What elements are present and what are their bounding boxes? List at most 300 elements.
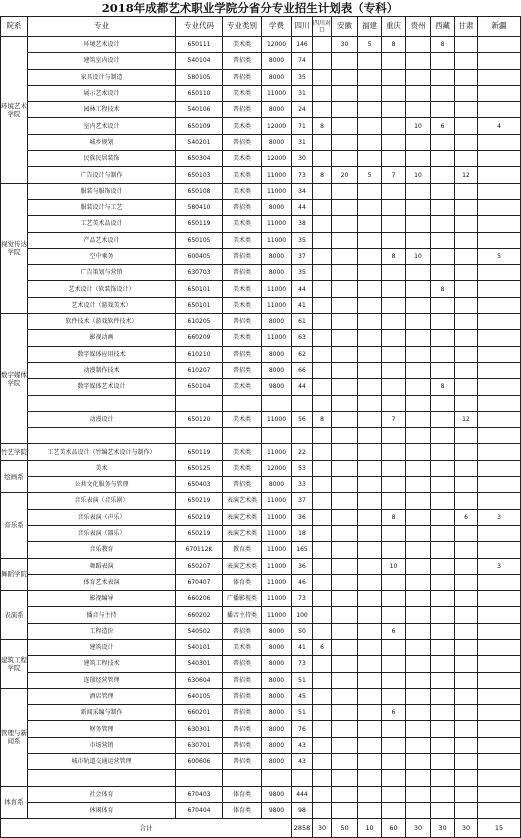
cell: 11000 (262, 330, 292, 346)
cell (431, 639, 455, 655)
cell (332, 265, 358, 281)
cell (332, 460, 358, 476)
cell (313, 574, 332, 590)
table-row (1, 134, 521, 150)
table-row (1, 248, 521, 264)
cell: 表演艺术类 (223, 509, 262, 525)
cell (455, 493, 478, 509)
cell (313, 102, 332, 118)
cell: 630701 (176, 737, 223, 753)
cell: 580410 (176, 199, 223, 215)
cell (406, 591, 431, 607)
cell: 12000 (262, 37, 292, 53)
table-row (1, 297, 521, 313)
enrollment-plan-table (0, 16, 521, 838)
cell: 650110 (176, 85, 223, 101)
cell (332, 721, 358, 737)
cell: 650207 (176, 558, 223, 574)
cell (332, 639, 358, 655)
cell: 城乡规划 (28, 134, 176, 150)
cell (332, 53, 358, 69)
cell (478, 134, 521, 150)
header-fujian: 福建 (358, 17, 382, 37)
cell: 63 (292, 330, 313, 346)
cell (358, 770, 382, 786)
cell: 650219 (176, 525, 223, 541)
cell: 家具设计与制造 (28, 69, 176, 85)
cell: 民族民居装饰 (28, 151, 176, 167)
cell (382, 688, 406, 704)
cell (332, 118, 358, 134)
cell: 室内艺术设计 (28, 118, 176, 134)
cell (455, 395, 478, 411)
cell: 8000 (262, 134, 292, 150)
cell (358, 330, 382, 346)
cell: 650103 (176, 167, 223, 183)
cell: 650304 (176, 151, 223, 167)
cell (358, 509, 382, 525)
cell (332, 183, 358, 199)
cell: 11000 (262, 509, 292, 525)
cell: 体育类 (223, 786, 262, 802)
cell: 11000 (262, 493, 292, 509)
cell: 35 (292, 69, 313, 85)
cell: 音乐表演（声乐） (28, 509, 176, 525)
cell (332, 379, 358, 395)
cell (332, 297, 358, 313)
cell: 美术类 (223, 232, 262, 248)
cell (358, 607, 382, 623)
cell (478, 672, 521, 688)
cell: 普招类 (223, 705, 262, 721)
cell: 软件技术（游戏软件技术） (28, 314, 176, 330)
cell (478, 542, 521, 558)
cell: 美术类 (223, 281, 262, 297)
cell (223, 428, 262, 444)
cell (313, 558, 332, 574)
cell (455, 672, 478, 688)
cell: 44 (292, 281, 313, 297)
cell (455, 118, 478, 134)
cell (478, 53, 521, 69)
cell: 5 (358, 37, 382, 53)
cell: 普招类 (223, 672, 262, 688)
cell: 6 (455, 509, 478, 525)
cell (478, 444, 521, 460)
cell (431, 525, 455, 541)
cell: 11000 (262, 232, 292, 248)
cell (332, 656, 358, 672)
cell: 普招类 (223, 53, 262, 69)
cell (455, 362, 478, 378)
cell: 建筑工程技术 (28, 656, 176, 672)
cell (406, 656, 431, 672)
cell: 11000 (262, 167, 292, 183)
cell (382, 542, 406, 558)
cell: 11000 (262, 281, 292, 297)
cell: 41 (292, 297, 313, 313)
cell (358, 53, 382, 69)
cell (313, 460, 332, 476)
cell: 影视编导 (28, 591, 176, 607)
cell: 美术类 (223, 151, 262, 167)
cell (406, 216, 431, 232)
cell (478, 362, 521, 378)
cell (358, 493, 382, 509)
cell (455, 607, 478, 623)
cell (332, 574, 358, 590)
cell: 580105 (176, 69, 223, 85)
cell (431, 248, 455, 264)
cell: 8000 (262, 265, 292, 281)
cell: 建筑室内设计 (28, 53, 176, 69)
cell (406, 411, 431, 427)
cell (358, 69, 382, 85)
table-row (1, 656, 521, 672)
cell (332, 542, 358, 558)
cell (358, 151, 382, 167)
cell (313, 265, 332, 281)
cell: 41 (292, 639, 313, 655)
cell: 12000 (262, 151, 292, 167)
cell (431, 542, 455, 558)
cell (431, 216, 455, 232)
cell (313, 183, 332, 199)
cell: 表演艺术类 (223, 525, 262, 541)
cell: 610205 (176, 314, 223, 330)
cell: 9800 (262, 786, 292, 802)
cell: 美术类 (223, 379, 262, 395)
cell (313, 428, 332, 444)
cell (332, 623, 358, 639)
cell (358, 379, 382, 395)
cell: 66 (292, 362, 313, 378)
cell: 11000 (262, 216, 292, 232)
cell: 8000 (262, 248, 292, 264)
cell (313, 362, 332, 378)
cell: 教育类 (223, 542, 262, 558)
cell (332, 607, 358, 623)
cell (406, 770, 431, 786)
cell: 46 (292, 574, 313, 590)
cell (431, 346, 455, 362)
cell (358, 134, 382, 150)
cell (332, 428, 358, 444)
cell (313, 330, 332, 346)
header-sichuan: 四川 (292, 17, 313, 37)
cell: 18 (292, 525, 313, 541)
cell: 34 (292, 183, 313, 199)
cell: 71 (292, 118, 313, 134)
cell: 产品艺术设计 (28, 232, 176, 248)
cell (455, 216, 478, 232)
cell (455, 558, 478, 574)
cell (431, 574, 455, 590)
cell: 61 (292, 314, 313, 330)
cell (478, 314, 521, 330)
table-row (1, 770, 521, 786)
cell (478, 428, 521, 444)
cell: 6 (382, 623, 406, 639)
cell (478, 705, 521, 721)
cell: 普招类 (223, 623, 262, 639)
cell (332, 102, 358, 118)
college-cell: 竹艺学院 (1, 444, 28, 460)
cell: 670404 (176, 802, 223, 818)
header-code: 专业代码 (176, 17, 223, 37)
cell: 8 (313, 411, 332, 427)
cell (358, 346, 382, 362)
cell (406, 265, 431, 281)
cell: 普招类 (223, 477, 262, 493)
cell (358, 297, 382, 313)
cell: 7 (382, 167, 406, 183)
cell: 540201 (176, 134, 223, 150)
cell (313, 672, 332, 688)
cell (478, 688, 521, 704)
cell (478, 395, 521, 411)
cell (358, 265, 382, 281)
cell (478, 183, 521, 199)
cell (313, 297, 332, 313)
cell: 8000 (262, 737, 292, 753)
cell: 播音与主持 (28, 607, 176, 623)
cell (313, 623, 332, 639)
cell (382, 199, 406, 215)
table-row (1, 265, 521, 281)
cell (176, 428, 223, 444)
cell: 美术类 (223, 411, 262, 427)
cell (431, 53, 455, 69)
cell: 11000 (262, 591, 292, 607)
cell (455, 53, 478, 69)
cell: 11000 (262, 607, 292, 623)
cell (382, 362, 406, 378)
cell: 8000 (262, 721, 292, 737)
table-row (1, 493, 521, 509)
table-row (1, 591, 521, 607)
cell (406, 346, 431, 362)
table-row (1, 85, 521, 101)
cell: 普招类 (223, 346, 262, 362)
cell: 美术类 (223, 460, 262, 476)
cell (455, 151, 478, 167)
cell: 35 (292, 265, 313, 281)
cell: 9800 (262, 802, 292, 818)
cell: 670112K (176, 542, 223, 558)
cell (332, 688, 358, 704)
cell (406, 395, 431, 411)
cell: 数字媒体艺术设计 (28, 379, 176, 395)
cell (313, 802, 332, 818)
cell (406, 53, 431, 69)
cell: 540301 (176, 656, 223, 672)
cell: 20 (332, 167, 358, 183)
cell (313, 737, 332, 753)
cell: 5 (478, 248, 521, 264)
cell (455, 639, 478, 655)
cell: 650119 (176, 444, 223, 460)
cell (431, 167, 455, 183)
cell (332, 248, 358, 264)
cell (455, 37, 478, 53)
cell: 空中乘务 (28, 248, 176, 264)
cell: 8000 (262, 346, 292, 362)
cell: 10 (382, 558, 406, 574)
cell: 73 (292, 167, 313, 183)
table-row (1, 542, 521, 558)
cell (313, 85, 332, 101)
cell (406, 639, 431, 655)
cell: 音乐教育 (28, 542, 176, 558)
cell: 43 (292, 737, 313, 753)
cell (406, 754, 431, 770)
header-anhui: 安徽 (332, 17, 358, 37)
cell (455, 705, 478, 721)
cell: 670403 (176, 786, 223, 802)
cell (478, 770, 521, 786)
cell (431, 232, 455, 248)
cell (382, 85, 406, 101)
cell (382, 754, 406, 770)
cell (313, 444, 332, 460)
cell: 11000 (262, 85, 292, 101)
cell (332, 362, 358, 378)
cell: 音乐表演（器乐） (28, 525, 176, 541)
cell (478, 802, 521, 818)
cell: 53 (292, 460, 313, 476)
cell (478, 737, 521, 753)
cell: 6 (431, 118, 455, 134)
cell (431, 85, 455, 101)
cell: 广播影视类 (223, 591, 262, 607)
table-row (1, 216, 521, 232)
cell: 8 (382, 37, 406, 53)
cell (478, 639, 521, 655)
cell: 10 (406, 248, 431, 264)
cell (406, 183, 431, 199)
cell (406, 151, 431, 167)
cell: 98 (292, 802, 313, 818)
cell (313, 53, 332, 69)
cell (382, 216, 406, 232)
table-row (1, 525, 521, 541)
cell: 33 (292, 477, 313, 493)
cell (332, 314, 358, 330)
cell (431, 607, 455, 623)
cell: 8 (431, 281, 455, 297)
cell (478, 102, 521, 118)
cell (358, 542, 382, 558)
cell: 12 (455, 411, 478, 427)
cell: 650109 (176, 118, 223, 134)
cell (382, 314, 406, 330)
cell (313, 281, 332, 297)
cell (382, 786, 406, 802)
cell (313, 656, 332, 672)
cell: 650403 (176, 477, 223, 493)
cell: 表演艺术类 (223, 558, 262, 574)
cell (406, 802, 431, 818)
table-row (1, 167, 521, 183)
cell (382, 69, 406, 85)
cell: 30 (292, 151, 313, 167)
cell (478, 786, 521, 802)
cell: 展示艺术设计 (28, 85, 176, 101)
cell: 公共文化服务与管理 (28, 477, 176, 493)
cell (431, 477, 455, 493)
cell: 连锁经营管理 (28, 672, 176, 688)
cell (313, 37, 332, 53)
table-row (1, 330, 521, 346)
cell (382, 444, 406, 460)
cell (358, 639, 382, 655)
header-row (1, 17, 521, 37)
cell (406, 232, 431, 248)
cell (382, 232, 406, 248)
cell (358, 232, 382, 248)
cell (406, 786, 431, 802)
table-row (1, 232, 521, 248)
cell (313, 314, 332, 330)
cell (176, 770, 223, 786)
cell (431, 183, 455, 199)
cell (431, 330, 455, 346)
cell (313, 69, 332, 85)
cell (28, 770, 176, 786)
table-row (1, 688, 521, 704)
total-cell: 60 (382, 819, 406, 838)
cell: 31 (292, 134, 313, 150)
cell (358, 802, 382, 818)
cell (406, 134, 431, 150)
cell (431, 558, 455, 574)
cell: 环境艺术设计 (28, 37, 176, 53)
total-row (1, 819, 521, 838)
cell (431, 265, 455, 281)
cell (358, 721, 382, 737)
cell (358, 558, 382, 574)
total-cell: 2858 (292, 819, 313, 838)
cell (431, 591, 455, 607)
cell (478, 493, 521, 509)
cell (478, 151, 521, 167)
cell (478, 281, 521, 297)
cell: 11000 (262, 183, 292, 199)
table-row (1, 754, 521, 770)
cell (431, 737, 455, 753)
college-cell: 舞蹈学院 (1, 558, 28, 591)
table-row (1, 705, 521, 721)
cell (332, 493, 358, 509)
cell (455, 754, 478, 770)
table-row (1, 672, 521, 688)
cell: 8000 (262, 688, 292, 704)
cell: 45 (292, 688, 313, 704)
cell (292, 395, 313, 411)
table-row (1, 444, 521, 460)
cell (313, 379, 332, 395)
cell (478, 199, 521, 215)
cell (478, 167, 521, 183)
cell: 38 (292, 216, 313, 232)
cell: 美术类 (223, 118, 262, 134)
cell (431, 623, 455, 639)
cell (406, 574, 431, 590)
cell (478, 216, 521, 232)
cell (406, 69, 431, 85)
table-row (1, 346, 521, 362)
